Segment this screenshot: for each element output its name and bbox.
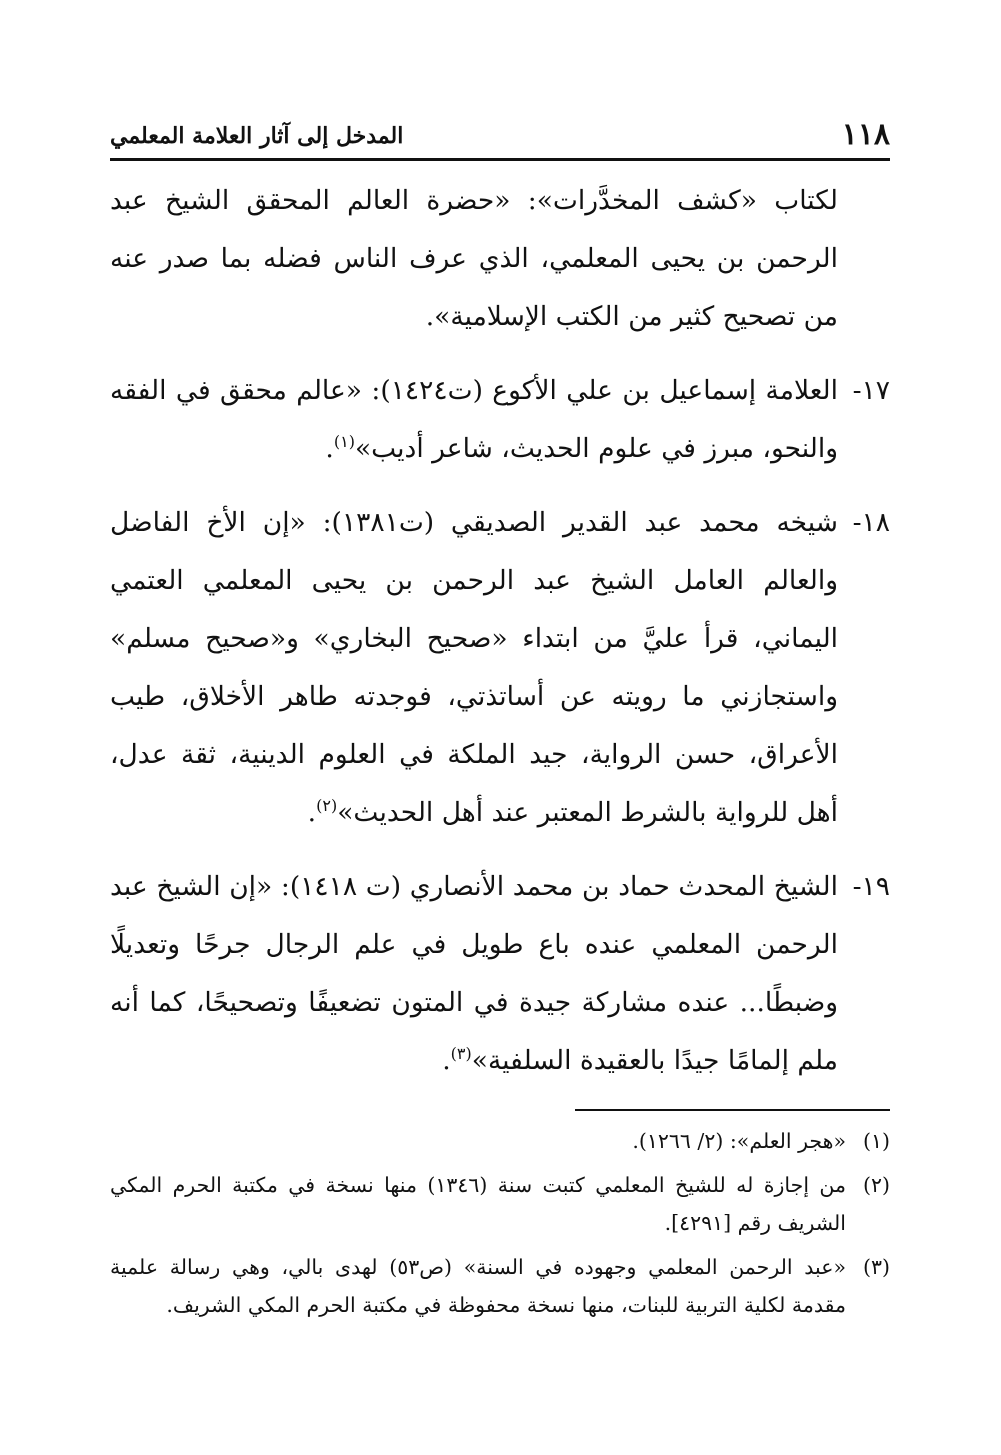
footnote-separator: [575, 1109, 890, 1111]
footnote-reference: (١): [333, 432, 355, 452]
entry-number: ١٧-: [852, 375, 890, 406]
footnote-number: (١): [862, 1129, 890, 1153]
entry-end: .: [325, 433, 334, 464]
entry-body: العلامة إسماعيل بن علي الأكوع (ت١٤٢٤): «عالم محقق في الفقه والنحو، مبرز في علوم الحديث، شاعر أديب»: [110, 375, 838, 464]
footnotes: [110, 1122, 890, 1330]
footnote-text: «هجر العلم»: (٢/ ١٢٦٦).: [632, 1129, 846, 1153]
footnote-text: من إجازة له للشيخ المعلمي كتبت سنة (١٣٤٦) منها نسخة في مكتبة الحرم المكي الشريف رقم [٤٢٩١].: [110, 1173, 847, 1235]
header-rule: [110, 158, 890, 161]
footnote-text: «عبد الرحمن المعلمي وجهوده في السنة» (ص٥٣) لهدى بالي، وهي رسالة علمية مقدمة لكلية التربية للبنات، منها نسخة محفوظة في مكتبة الحرم المكي الشريف.: [110, 1255, 846, 1317]
entry-18: [110, 494, 890, 842]
page-number: ١١٨: [841, 117, 890, 152]
footnote-number: (٢): [862, 1173, 890, 1197]
main-text: [110, 172, 890, 1106]
running-title: المدخل إلى آثار العلامة المعلمي: [110, 123, 404, 149]
entry-number: ١٩-: [852, 871, 890, 902]
footnote-2: [110, 1166, 890, 1242]
entry-text: [110, 858, 838, 1090]
entry-number: ١٨-: [852, 507, 890, 538]
entry-body: الشيخ المحدث حماد بن محمد الأنصاري (ت ١٤١٨): «إن الشيخ عبد الرحمن المعلمي عنده باع طويل في علم الرجال جرحًا وتعديلًا وضبطًا... عنده مشاركة جيدة في المتون تضعيفًا وتصحيحًا، كما أنه ملم إلمامًا جيدًا بالعقيدة السلفية»: [110, 871, 838, 1076]
entry-19: [110, 858, 890, 1090]
footnote-number: (٣): [862, 1255, 890, 1279]
entry-body: شيخه محمد عبد القدير الصديقي (ت١٣٨١): «إن الأخ الفاضل والعالم العامل الشيخ عبد الرحمن بن يحيى المعلمي العتمي اليماني، قرأ عليَّ من ابتداء «صحيح البخاري» و«صحيح مسلم» واستجازني ما رويته عن أساتذتي، فوجدته طاهر الأخلاق، طيب الأعراق، حسن الرواية، جيد الملكة في العلوم الدينية، ثقة عدل، أهل للرواية بالشرط المعتبر عند أهل الحديث»: [110, 507, 838, 828]
footnote-reference: (٣): [450, 1044, 472, 1064]
entry-text: [110, 494, 838, 842]
footnote-1: [110, 1122, 890, 1160]
entry-text: [110, 362, 838, 478]
footnote-3: [110, 1248, 890, 1324]
entry-end: .: [307, 797, 317, 828]
entry-17: [110, 362, 890, 478]
page-header: [110, 112, 890, 156]
entry-end: .: [442, 1045, 451, 1076]
lead-paragraph: لكتاب «كشف المخدَّرات»: «حضرة العالم المحقق الشيخ عبد الرحمن بن يحيى المعلمي، الذي عرف الناس فضله بما صدر عنه من تصحيح كثير من الكتب الإسلامية».: [110, 185, 838, 332]
footnote-reference: (٢): [316, 796, 338, 816]
